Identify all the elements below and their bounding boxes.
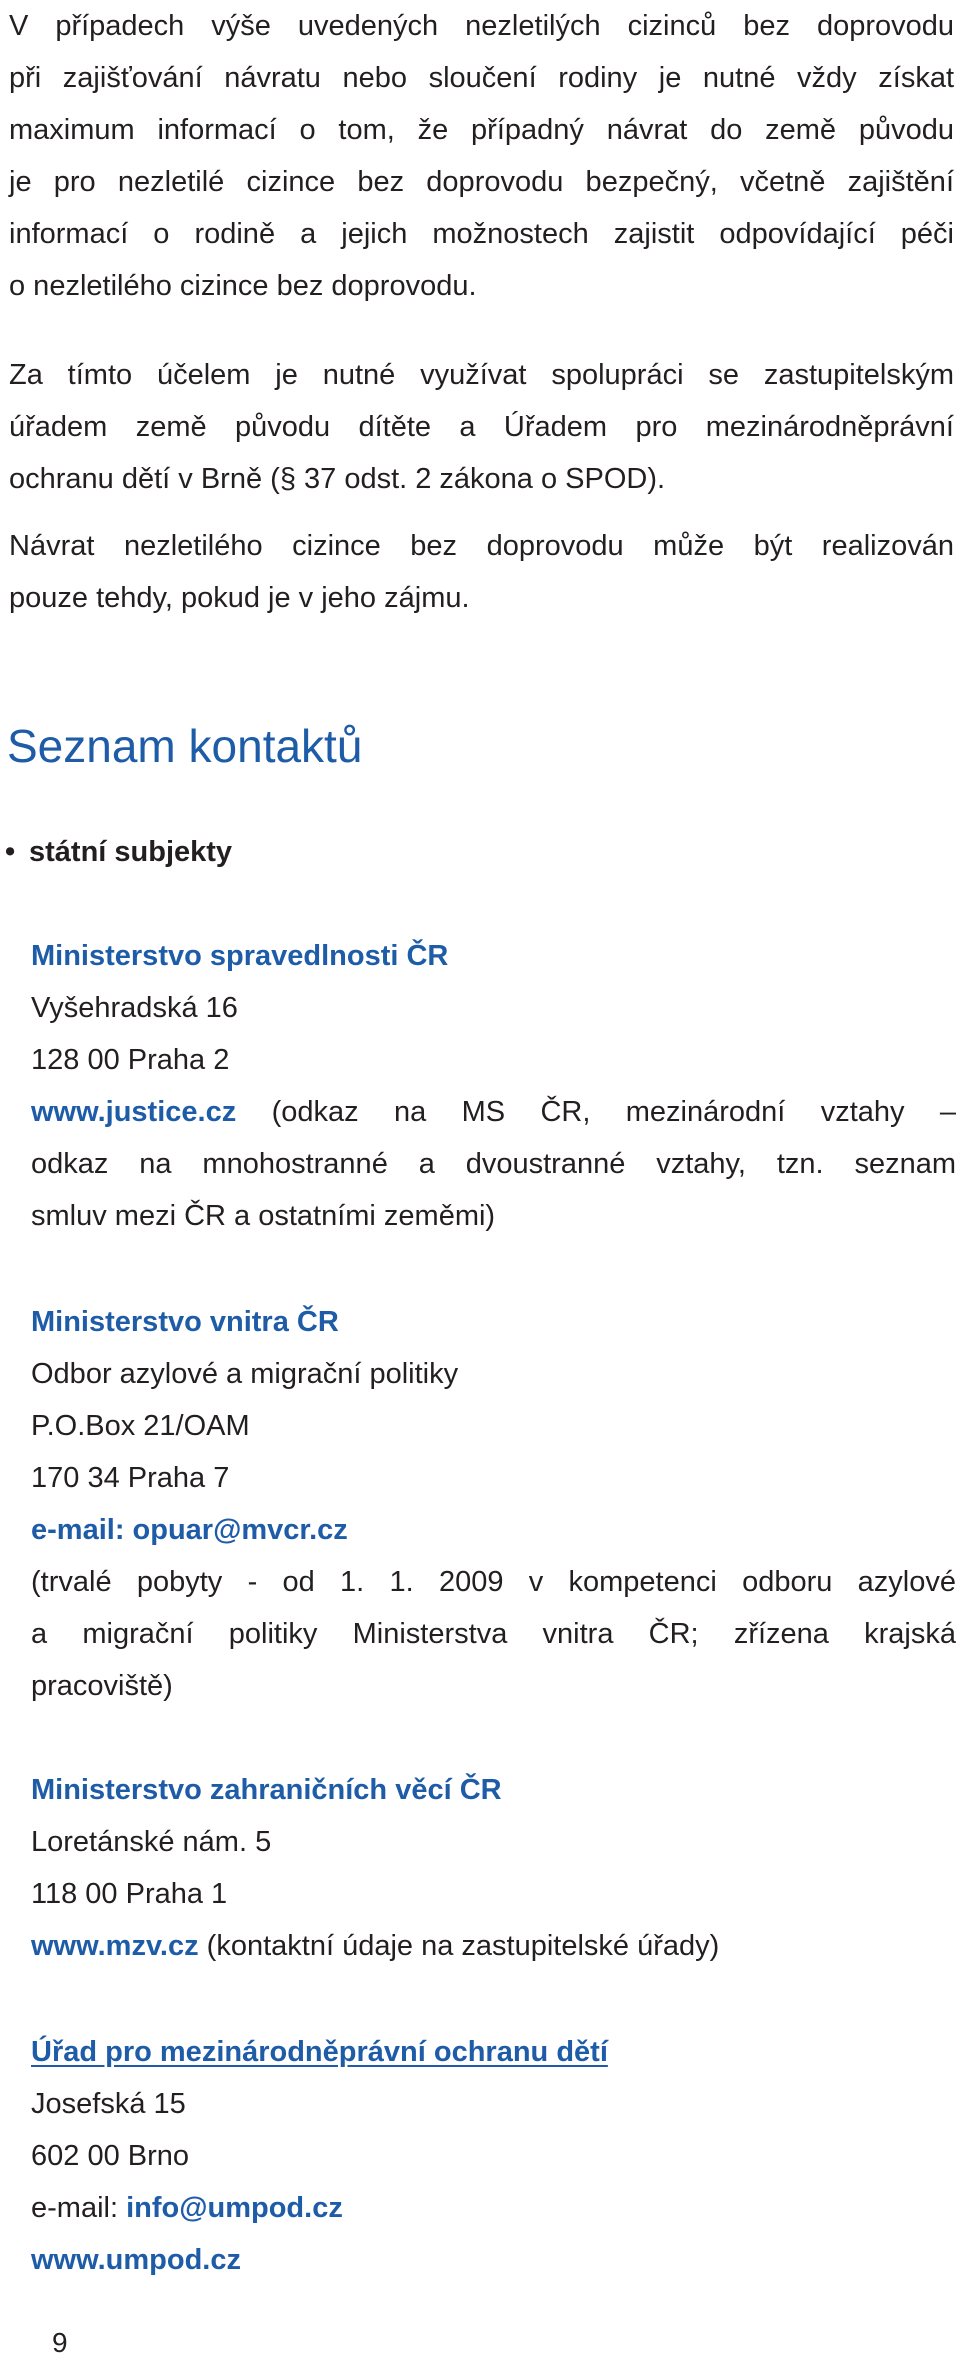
bullet-icon: • [5,836,16,868]
contact-department: Odbor azylové a migrační politiky [31,1358,459,1390]
paragraph-cooperation [9,349,954,505]
contact-email-row [31,2182,956,2234]
paragraph-line: o nezletilého cizince bez doprovodu. [9,270,477,302]
paragraph-line: je pro nezletilé cizince bez doprovodu bezpečný, včetně zajištění [9,166,954,198]
interior-email-link[interactable]: opuar@mvcr.cz [132,1514,348,1546]
contact-ministry-justice [31,930,956,1242]
paragraph-line: ochranu dětí v Brně (§ 37 odst. 2 zákona o SPOD). [9,463,666,495]
contact-city: 118 00 Praha 1 [31,1878,228,1910]
paragraph-return-info [9,0,954,312]
bullet-label: státní subjekty [29,836,233,868]
contact-web-row [31,1086,956,1138]
paragraph-interest [9,520,954,624]
contact-name: Ministerstvo spravedlnosti ČR [31,940,449,972]
contact-city: 128 00 Praha 2 [31,1044,230,1076]
email-label: e-mail: [31,1514,133,1546]
paragraph-line: úřadem země původu dítěte a Úřadem pro mezinárodněprávní [9,411,954,443]
paragraph-line: Za tímto účelem je nutné využívat spolupráci se zastupitelským [9,359,954,391]
contact-note: odkaz na mnohostranné a dvoustranné vztahy, tzn. seznam [31,1148,956,1180]
contact-name: Ministerstvo vnitra ČR [31,1306,339,1338]
paragraph-line: informací o rodině a jejich možnostech zajistit odpovídající péči [9,218,954,250]
contact-web-row [31,1920,956,1972]
paragraph-line: pouze tehdy, pokud je v jeho zájmu. [9,582,470,614]
contact-name: Úřad pro mezinárodněprávní ochranu dětí [31,2036,608,2068]
contact-note: (odkaz na MS ČR, mezinárodní vztahy – [236,1096,956,1128]
contact-street: Vyšehradská 16 [31,992,238,1024]
contact-note: (kontaktní údaje na zastupitelské úřady) [198,1930,720,1962]
contact-note: pracoviště) [31,1670,173,1702]
contact-city: 602 00 Brno [31,2140,190,2172]
paragraph-line: V případech výše uvedených nezletilých cizinců bez doprovodu [9,10,954,42]
contact-note: smluv mezi ČR a ostatními zeměmi) [31,1200,496,1232]
paragraph-line: Návrat nezletilého cizince bez doprovodu může být realizován [9,530,954,562]
contacts-heading: Seznam kontaktů [7,720,363,772]
email-label: e-mail: [31,2192,127,2224]
contact-pobox: P.O.Box 21/OAM [31,1410,250,1442]
contact-umpod [31,2026,956,2286]
mzv-web-link[interactable]: www.mzv.cz [31,1930,199,1962]
contact-city: 170 34 Praha 7 [31,1462,230,1494]
contact-ministry-interior [31,1296,956,1712]
umpod-email-link[interactable]: info@umpod.cz [126,2192,343,2224]
contact-ministry-foreign [31,1764,956,1972]
justice-web-link[interactable]: www.justice.cz [31,1096,237,1128]
contact-note: a migrační politiky Ministerstva vnitra ČR; zřízena krajská [31,1618,956,1650]
paragraph-line: při zajišťování návratu nebo sloučení rodiny je nutné vždy získat [9,62,954,94]
bullet-state-entities [5,826,232,878]
contact-street: Loretánské nám. 5 [31,1826,272,1858]
paragraph-line: maximum informací o tom, že případný návrat do země původu [9,114,954,146]
contact-note: (trvalé pobyty - od 1. 1. 2009 v kompetenci odboru azylové [31,1566,956,1598]
page-number: 9 [52,2327,68,2358]
contact-email-row [31,1504,956,1556]
contact-street: Josefská 15 [31,2088,186,2120]
umpod-web-link[interactable]: www.umpod.cz [31,2244,241,2276]
contact-name: Ministerstvo zahraničních věcí ČR [31,1774,502,1806]
